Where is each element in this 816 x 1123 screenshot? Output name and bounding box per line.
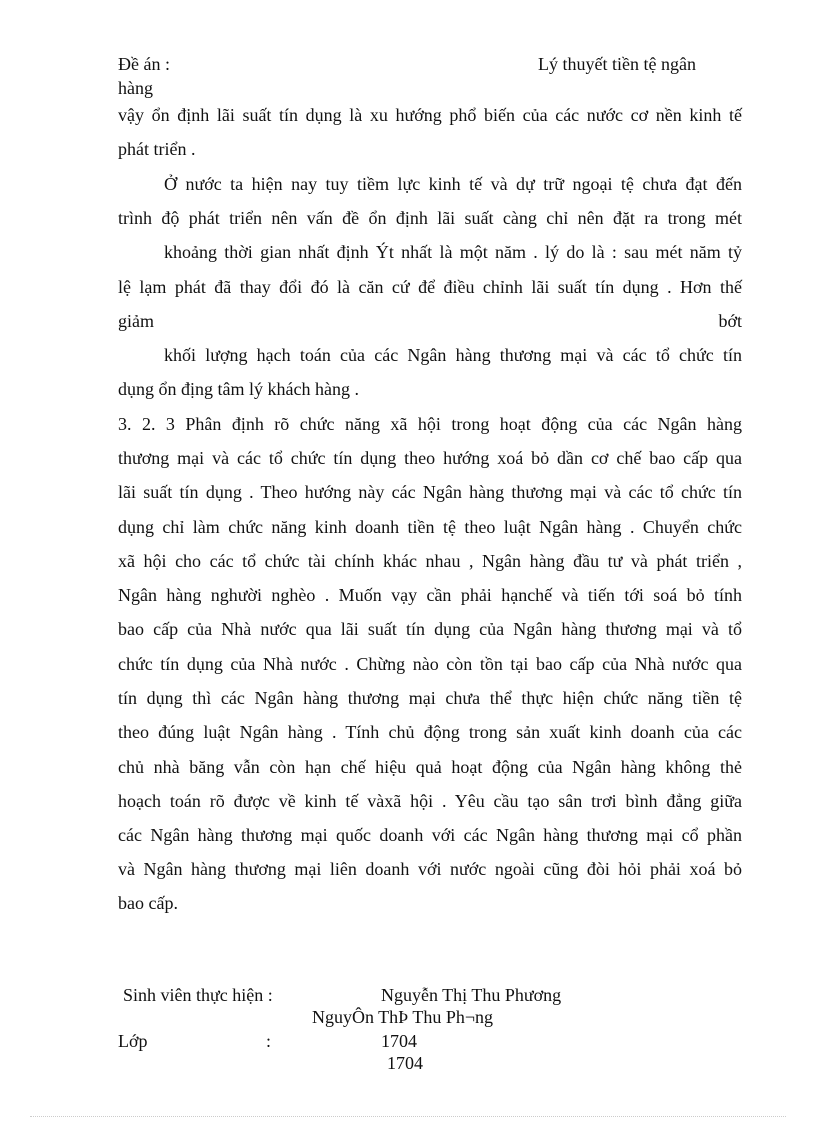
text-line: tín dụng thì các Ngân hàng thương mại chưa thể thực hiện chức năng tiền tệ xyxy=(118,688,742,708)
text-line: chủ nhà băng vẫn còn hạn chế hiệu quả hoạt động của Ngân hàng không thẻ xyxy=(118,757,742,777)
text-line: lệ lạm phát đã thay đổi đó là căn cứ để điều chỉnh lãi suất tín dụng . Hơn thế xyxy=(118,277,742,297)
text-line: Ngân hàng nghười nghèo . Muốn vạy cần phải hạnchế và tiến tới soá bỏ tính xyxy=(118,585,742,605)
text-line: hoạch toán rõ được về kinh tế vàxã hội . Yêu cầu tạo sân trơi bình đẳng giữa xyxy=(118,791,742,811)
section-heading-line: 3. 2. 3 Phân định rõ chức năng xã hội trong hoạt động của các Ngân hàng xyxy=(118,414,742,434)
text-line: xã hội cho các tổ chức tài chính khác nhau , Ngân hàng đầu tư và phát triển , xyxy=(118,551,742,571)
text-line: Ở nước ta hiện nay tuy tiềm lực kinh tế và dự trữ ngoại tệ chưa đạt đến xyxy=(164,174,742,194)
split-line-right: bớt xyxy=(718,311,742,331)
split-line-left: giảm xyxy=(118,311,154,331)
student-name: Nguyễn Thị Thu Phương xyxy=(381,985,562,1005)
split-line xyxy=(118,310,742,332)
class-value-duplicate: 1704 xyxy=(387,1053,423,1073)
text-line: bao cấp. xyxy=(118,893,178,913)
page-bottom-divider xyxy=(30,1116,786,1117)
student-label: Sinh viên thực hiện : xyxy=(123,985,273,1005)
text-line: lãi suất tín dụng . Theo hướng này các Ngân hàng thương mại và các tổ chức tín xyxy=(118,482,742,502)
header-left-wrap: hàng xyxy=(118,78,153,98)
text-line: khối lượng hạch toán của các Ngân hàng thương mại và các tổ chức tín xyxy=(164,345,742,365)
header-left: Đề án : xyxy=(118,54,170,74)
header-right: Lý thuyết tiền tệ ngân xyxy=(538,54,696,74)
text-line: theo đúng luật Ngân hàng . Tính chủ động trong sản xuất kinh doanh của các xyxy=(118,722,742,742)
student-name-garbled: NguyÔn ThÞ Thu Ph¬ng xyxy=(312,1007,494,1027)
text-line: thương mại và các tổ chức tín dụng theo hướng xoá bỏ dần cơ chế bao cấp qua xyxy=(118,448,742,468)
class-value: 1704 xyxy=(381,1031,417,1051)
text-line: dụng ổn địng tâm lý khách hàng . xyxy=(118,379,359,399)
text-line: khoảng thời gian nhất định Ýt nhất là một năm . lý do là : sau mét năm tỷ xyxy=(164,242,742,262)
text-line: bao cấp của Nhà nước qua lãi suất tín dụng của Ngân hàng thương mại và tổ xyxy=(118,619,742,639)
text-line: chức tín dụng của Nhà nước . Chừng nào còn tồn tại bao cấp của Nhà nước qua xyxy=(118,654,742,674)
class-colon: : xyxy=(266,1031,272,1051)
class-label: Lớp xyxy=(118,1031,148,1051)
text-line: dụng chỉ làm chức năng kinh doanh tiền tệ theo luật Ngân hàng . Chuyển chức xyxy=(118,517,742,537)
text-line: phát triển . xyxy=(118,139,196,159)
text-line: vậy ổn định lãi suất tín dụng là xu hướng phổ biến của các nước cơ nền kinh tế xyxy=(118,105,742,125)
text-line: trình độ phát triển nên vấn đề ổn định lãi suất càng chỉ nên đặt ra trong mét xyxy=(118,208,742,228)
text-line: các Ngân hàng thương mại quốc doanh với các Ngân hàng thương mại cổ phần xyxy=(118,825,742,845)
text-line: và Ngân hàng thương mại liên doanh với nước ngoài cũng đòi hỏi phải xoá bỏ xyxy=(118,859,742,879)
